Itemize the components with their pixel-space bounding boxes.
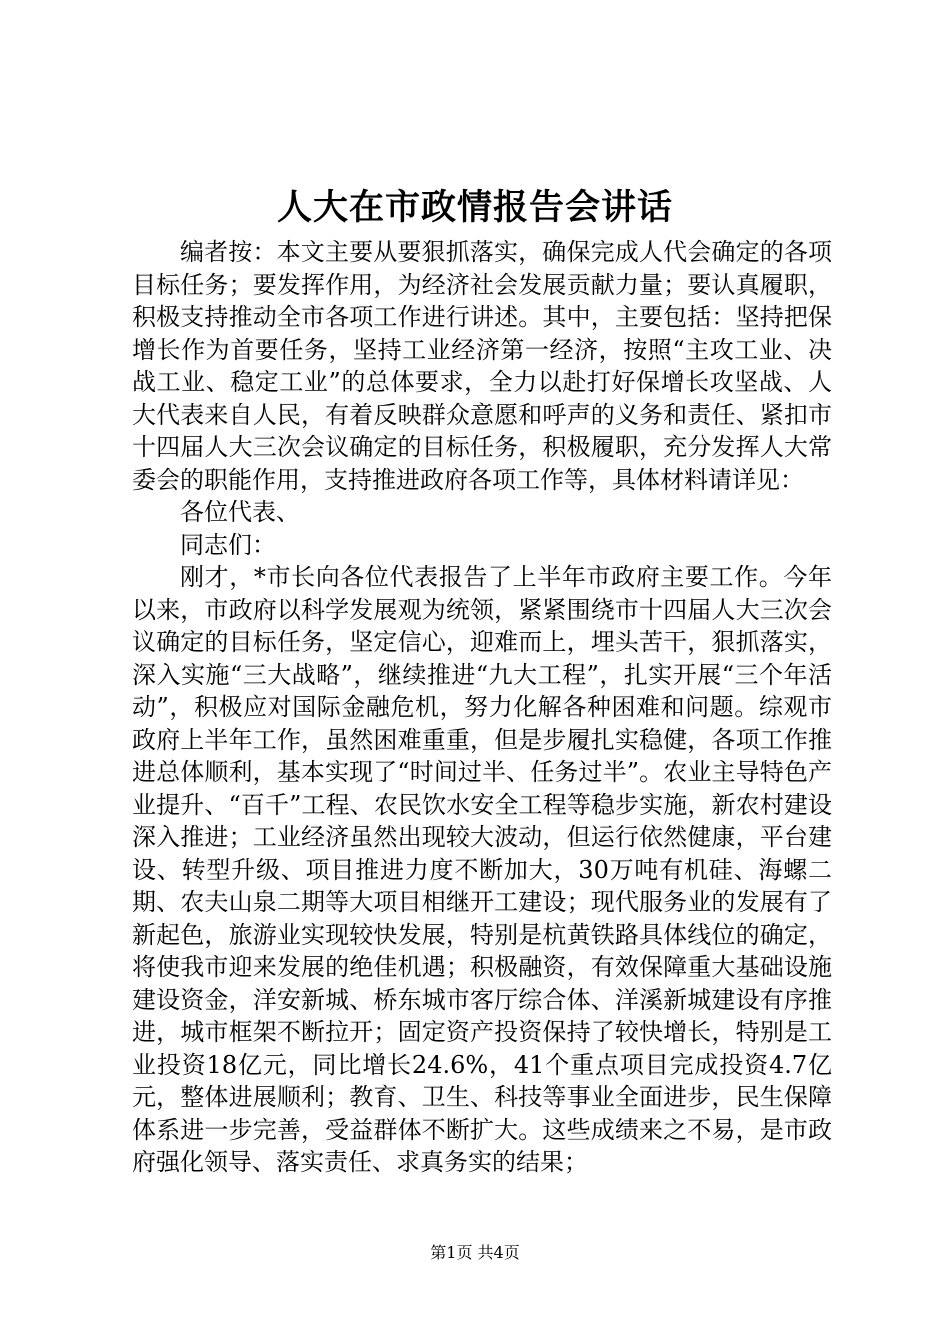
document-title: 人大在市政情报告会讲话 (276, 187, 673, 228)
body-paragraph: 刚才，*市长向各位代表报告了上半年市政府主要工作。今年以来，市政府以科学发展观为统领，紧紧围绕市十四届人大三次会议确定的目标任务，坚定信心，迎难而上，埋头苦干，狠抓落实，深入实施“三大战略”，继续推进“九大工程”，扎实开展“三个年活动”，积极应对国际金融危机，努力化解各种困难和问题。综观市政府上半年工作，虽然困难重重，但是步履扎实稳健，各项工作推进总体顺利，基本实现了“时间过半、任务过半”。农业主导特色产业提升、“百千”工程、农民饮水安全工程等稳步实施，新农村建设深入推进；工业经济虽然出现较大波动，但运行依然健康，平台建设、转型升级、项目推进力度不断加大，30万吨有机硅、海螺二期、农夫山泉二期等大项目相继开工建设；现代服务业的发展有了新起色，旅游业实现较快发展，特别是杭黄铁路具体线位的确定，将使我市迎来发展的绝佳机遇；积极融资，有效保障重大基础设施建设资金，洋安新城、桥东城市客厅综合体、洋溪新城建设有序推进，城市框架不断拉开；固定资产投资保持了较快增长，特别是工业投资18亿元，同比增长24.6%，41个重点项目完成投资4.7亿元，整体进展顺利；教育、卫生、科技等事业全面进步，民生保障体系进一步完善，受益群体不断扩大。这些成绩来之不易，是市政府强化领导、落实责任、求真务实的结果； (132, 563, 832, 1176)
document-body (132, 236, 832, 1179)
page-number-footer: 第1页 共4页 (430, 1243, 520, 1262)
salutation-comrades: 同志们： (180, 530, 276, 559)
editor-note-paragraph: 编者按：本文主要从要狠抓落实，确保完成人代会确定的各项目标任务；要发挥作用，为经济社会发展贡献力量；要认真履职，积极支持推动全市各项工作进行讲述。其中，主要包括：坚持把保增长作为首要任务，坚持工业经济第一经济，按照“主攻工业、决战工业、稳定工业”的总体要求，全力以赴打好保增长攻坚战、人大代表来自人民，有着反映群众意愿和呼声的义务和责任、紧扣市十四届人大三次会议确定的目标任务，积极履职，充分发挥人大常委会的职能作用，支持推进政府各项工作等，具体材料请详见： (132, 238, 832, 494)
salutation-representatives: 各位代表、 (180, 498, 300, 526)
